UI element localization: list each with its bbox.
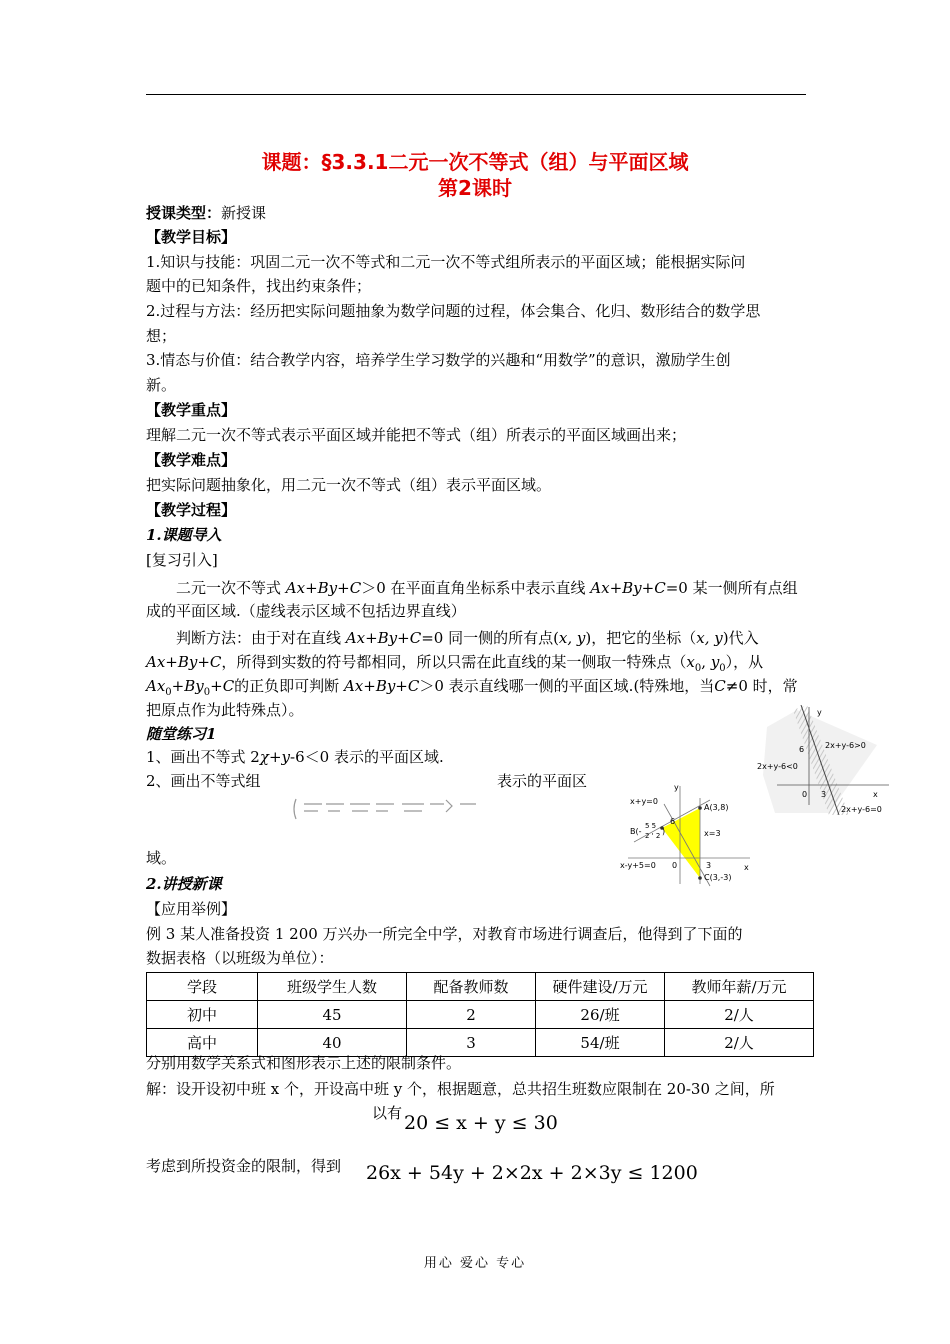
fig2-line-x-3: x=3 (704, 829, 721, 838)
section-2-heading: 2.讲授新课 (146, 875, 222, 893)
table-header-cell: 配备教师数 (407, 973, 536, 1001)
table-cell: 45 (258, 1001, 407, 1029)
figure-region-2x-y-6 (757, 705, 897, 815)
table-header-cell: 班级学生人数 (258, 973, 407, 1001)
objective-3: 3.情态与价值：结合教学内容，培养学生学习数学的兴趣和“用数学”的意识，激励学生创 (146, 351, 731, 369)
review-label: [复习引入] (146, 551, 218, 569)
exercise-2-mid: 表示的平面区 (497, 772, 588, 790)
triangle-region (662, 808, 700, 878)
table-cell: 2/人 (665, 1029, 814, 1057)
inequality-1: 20 ≤ x + y ≤ 30 (404, 1112, 558, 1134)
table-header-row (147, 973, 814, 1001)
fig2-point-b-num: 5 5 (645, 822, 657, 830)
fig2-point-b-prefix: B(- (630, 827, 642, 836)
fig2-axis-x: x (744, 863, 749, 872)
fig2-tick-y: 6 (670, 817, 676, 826)
fig2-line-x-y-5: x-y+5=0 (620, 861, 656, 870)
fig2-axis-y: y (674, 783, 679, 792)
objectives-heading: 【教学目标】 (146, 228, 237, 246)
figure-triangle-region (618, 780, 758, 888)
table-header-cell: 硬件建设/万元 (536, 973, 665, 1001)
practice-heading: 随堂练习1 (146, 725, 217, 743)
fig2-line-x-y-0: x+y=0 (630, 797, 658, 806)
paragraph-2: 判断方法：由于对在直线 Ax+By+C=0 同一侧的所有点(x, y)，把它的坐标（x, y)代入 (176, 629, 759, 647)
table-cell: 初中 (147, 1001, 258, 1029)
table-row (147, 1001, 814, 1029)
fig1-axis-y: y (817, 708, 822, 717)
table-cell: 40 (258, 1029, 407, 1057)
difficulties-heading: 【教学难点】 (146, 451, 237, 469)
fig1-label-positive: 2x+y-6>0 (825, 741, 866, 750)
lesson-title: 课题：§3.3.1二元一次不等式（组）与平面区域 (261, 150, 689, 174)
objective-2: 2.过程与方法：经历把实际问题抽象为数学问题的过程，体会集合、化归、数形结合的数学思 (146, 302, 761, 320)
exercise-2: 2、画出不等式组 (146, 772, 261, 790)
objective-2-cont: 想； (146, 327, 177, 345)
fig1-label-negative: 2x+y-6<0 (757, 762, 798, 771)
lesson-type: 授课类型：新授课 (146, 204, 267, 222)
table-cell: 2 (407, 1001, 536, 1029)
table-cell: 2/人 (665, 1001, 814, 1029)
fig1-tick-y: 6 (799, 745, 805, 754)
paragraph-1: 二元一次不等式 Ax+By+C＞0 在平面直角坐标系中表示直线 Ax+By+C=0 某一侧所有点组 (176, 579, 798, 597)
fig1-origin: 0 (802, 790, 808, 799)
paragraph-2-line3: $Ax_0+By_0+C$的正负即可判断 Ax+By+C＞0 表示直线哪一侧的平面区域.(特殊地，当C≠0 时，常 (146, 677, 798, 698)
example-3-cont: 数据表格（以班级为单位）： (146, 949, 334, 967)
fig2-point-b-den: 2 ' 2 (645, 832, 661, 840)
point-c (698, 876, 702, 880)
fig2-origin: 0 (672, 861, 678, 870)
after-table-text: 分别用数学关系式和图形表示上述的限制条件。 (146, 1054, 462, 1072)
fig2-point-c: C(3,-3) (704, 873, 732, 882)
example-3: 例 3 某人准备投资 1 200 万兴办一所完全中学，对教育市场进行调查后，他得到了下面的 (146, 925, 743, 943)
point-a (698, 806, 702, 810)
objective-1: 1.知识与技能：巩固二元一次不等式和二元一次不等式组所表示的平面区域；能根据实际问 (146, 253, 746, 271)
fig1-tick-x: 3 (821, 790, 827, 799)
paragraph-2-line2: Ax+By+C，所得到实数的符号都相同，所以只需在此直线的某一侧取一特殊点（$x_0$, $y_0$），从 (146, 653, 764, 674)
objective-3-cont: 新。 (146, 376, 177, 394)
table-header-cell: 学段 (147, 973, 258, 1001)
inequality-2: 26x + 54y + 2×2x + 2×3y ≤ 1200 (366, 1162, 698, 1184)
lesson-subtitle: 第2课时 (438, 176, 512, 200)
key-points-heading: 【教学重点】 (146, 401, 237, 419)
fig2-point-b-suffix: ) (662, 827, 666, 836)
table-cell: 高中 (147, 1029, 258, 1057)
paragraph-1-cont: 成的平面区域.（虚线表示区域不包括边界直线） (146, 602, 466, 620)
exercise-2-end: 域。 (146, 849, 177, 867)
difficulties-text: 把实际问题抽象化，用二元一次不等式（组）表示平面区域。 (146, 476, 552, 494)
process-heading: 【教学过程】 (146, 501, 237, 519)
fig1-axis-x: x (873, 790, 878, 799)
table-cell: 3 (407, 1029, 536, 1057)
key-points-text: 理解二元一次不等式表示平面区域并能把不等式（组）所表示的平面区域画出来； (146, 426, 687, 444)
table-cell: 54/班 (536, 1029, 665, 1057)
budget-text: 考虑到所投资金的限制，得到 (146, 1157, 342, 1175)
section-1-heading: 1.课题导入 (146, 526, 222, 544)
inequality-system-image (290, 796, 500, 822)
table-cell: 26/班 (536, 1001, 665, 1029)
table-header-cell: 教师年薪/万元 (665, 973, 814, 1001)
page-footer: 用心 爱心 专心 (423, 1256, 527, 1271)
exercise-1: 1、画出不等式 2χ+y-6＜0 表示的平面区域. (146, 748, 444, 766)
header-rule (146, 94, 806, 95)
solution-text: 解：设开设初中班 x 个，开设高中班 y 个，根据题意，总共招生班数应限制在 20-30 之间，所 (146, 1080, 775, 1098)
fig2-tick-x: 3 (706, 861, 712, 870)
objective-1-cont: 题中的已知条件，找出约束条件； (146, 277, 372, 295)
fig2-point-a: A(3,8) (704, 803, 729, 812)
application-heading: 【应用举例】 (146, 900, 237, 918)
solution-text-cont: 以有 (372, 1104, 403, 1122)
paragraph-2-line4: 把原点作为此特殊点）。 (146, 701, 304, 719)
fig1-label-line: 2x+y-6=0 (841, 805, 882, 814)
data-table (146, 972, 814, 1057)
